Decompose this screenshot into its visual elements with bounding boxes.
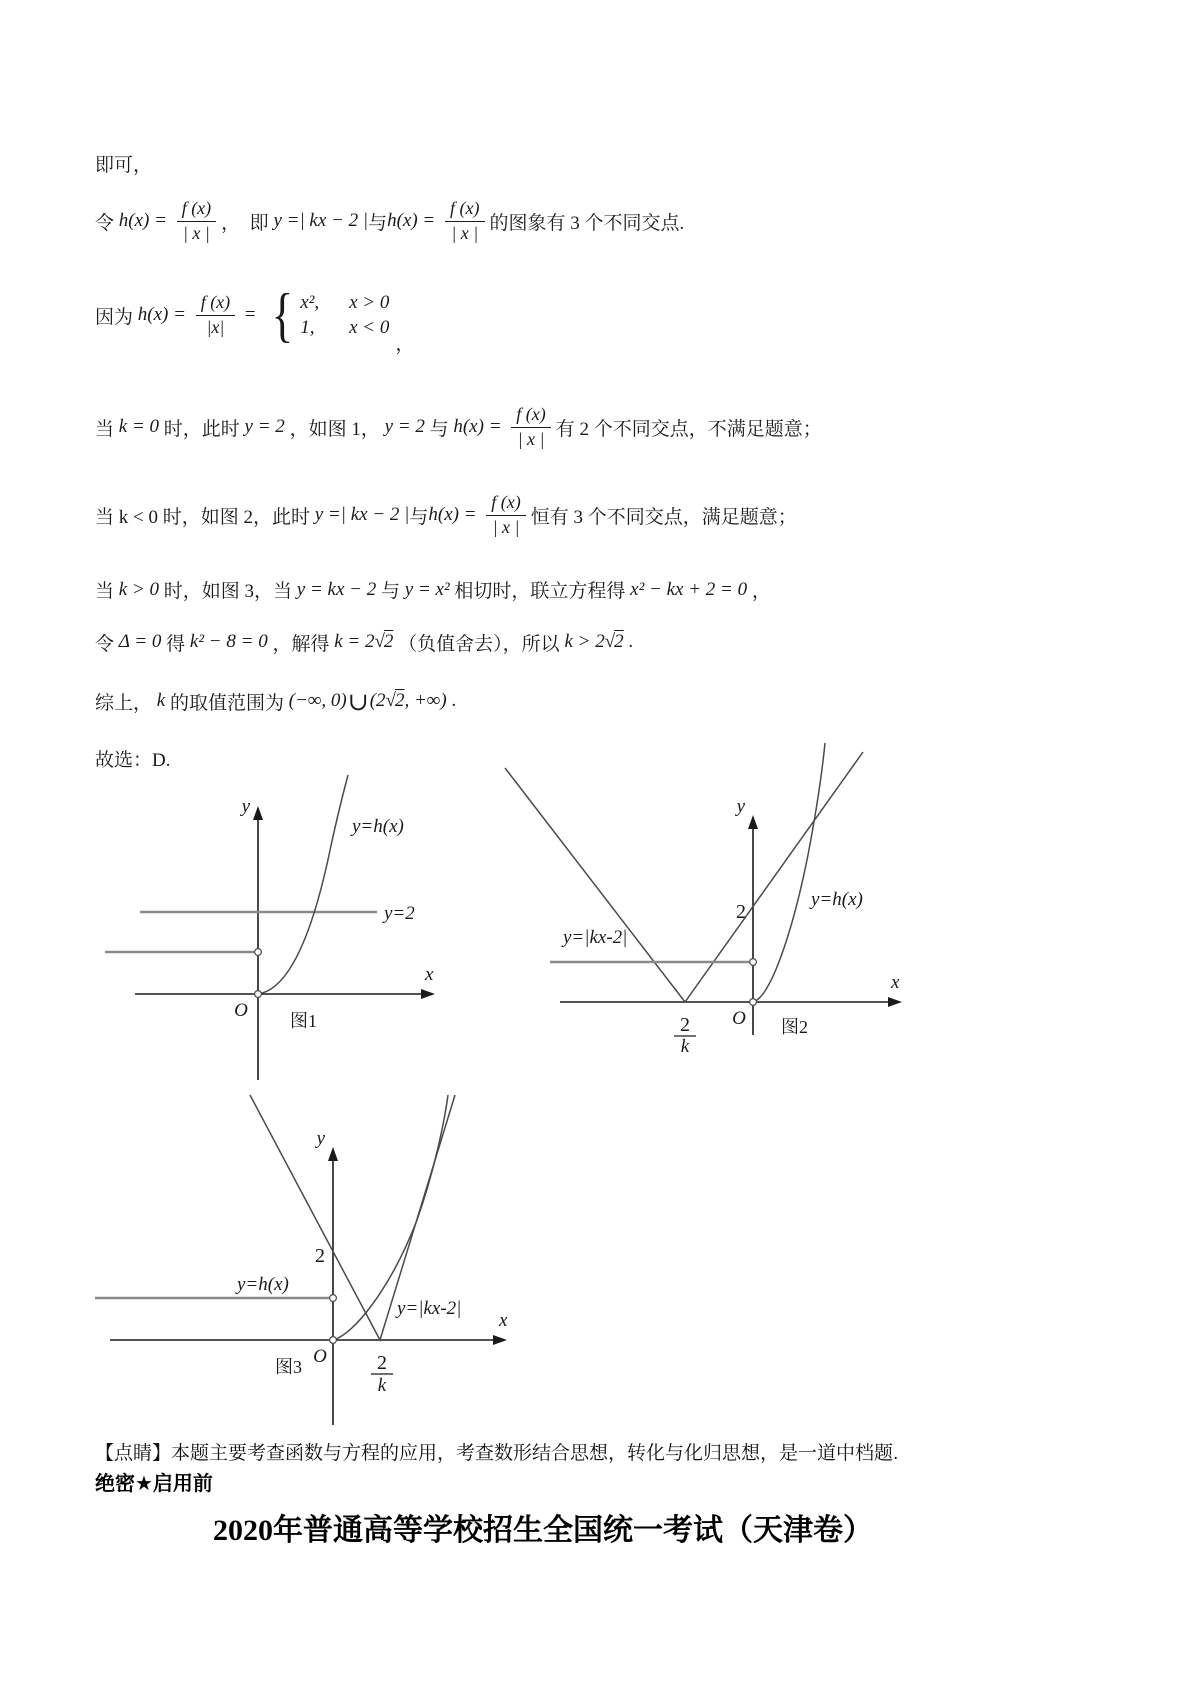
text-fragment: 得 <box>161 633 190 655</box>
math-fragment: h(x) = <box>453 416 507 437</box>
equals-sign: = <box>240 304 261 325</box>
math-fragment: y = 2 <box>244 416 285 437</box>
math-fragment: k = 2 <box>334 631 375 652</box>
case-value: 1, <box>300 316 315 338</box>
fig3-origin-label: O <box>313 1346 327 1367</box>
solution-line-9 <box>95 745 170 772</box>
fig1-y-axis-label: y <box>241 796 250 817</box>
fig3-hline-label: y=h(x) <box>237 1274 289 1295</box>
solution-line-5 <box>95 486 797 544</box>
solution-line-2 <box>95 192 684 250</box>
exam-title: 2020年普通高等学校招生全国统一考试（天津卷） <box>213 1514 873 1547</box>
fig1-curve-label: y=h(x) <box>352 816 404 837</box>
fig2-vee-curve <box>505 752 863 1002</box>
figure-2-plot <box>505 740 905 1055</box>
solution-line-3 <box>95 274 414 356</box>
fig3-y-tick-2: 2 <box>315 1245 325 1267</box>
sqrt-sign: √ <box>385 690 396 711</box>
text-fragment: 相切时，联立方程得 <box>449 581 631 602</box>
fraction-denominator: | x | <box>182 222 210 243</box>
text-fragment: 即可， <box>95 155 153 176</box>
fig3-vee-label: y=|kx-2| <box>397 1298 462 1319</box>
fraction <box>445 198 484 244</box>
text-fragment: 当 <box>95 581 119 602</box>
math-fragment: y =| kx − 2 | <box>273 210 369 231</box>
math-fragment: h(x) = <box>137 304 191 325</box>
text-fragment: 当 k < 0 时，如图 2，此时 <box>95 506 315 528</box>
text-fragment: 当 <box>95 418 119 440</box>
fig2-origin-label: O <box>732 1008 746 1029</box>
solution-line-7 <box>95 625 633 659</box>
text-fragment: 令 <box>95 212 119 234</box>
fig2-parabola-curve <box>753 743 825 1002</box>
case-condition: x > 0 <box>349 291 390 313</box>
sqrt-radicand: 2 <box>383 631 394 652</box>
security-classification: 绝密★启用前 <box>95 1473 213 1495</box>
text-fragment: 综上， <box>95 692 157 714</box>
summary-note: 【点睛】本题主要考查函数与方程的应用，考查数形结合思想，转化与化归思想，是一道中档题. <box>95 1443 899 1464</box>
math-fragment: h(x) = <box>118 210 172 231</box>
fraction-denominator: | x | <box>492 516 520 537</box>
text-fragment: 时，如图 3，当 <box>159 581 297 602</box>
fig3-origin-open-point <box>330 1337 337 1344</box>
math-fragment: (2 <box>369 690 386 711</box>
math-fragment: k² − 8 = 0 <box>189 631 268 652</box>
text-fragment: 令 <box>95 633 119 655</box>
figure-1-plot <box>100 770 440 1090</box>
text-fragment: ，如图 1， <box>284 418 385 440</box>
fig1-parabola-curve <box>258 775 348 994</box>
fraction-numerator: f (x) <box>445 198 484 222</box>
fraction-denominator: |x| <box>206 316 225 337</box>
fig3-caption: 图3 <box>275 1357 302 1377</box>
fig3-x-tick-numerator: 2 <box>377 1352 387 1374</box>
text-fragment: ， <box>747 581 771 602</box>
fig2-x-tick-denominator: k <box>680 1036 690 1057</box>
text-fragment: 时，此时 <box>159 418 245 440</box>
text-fragment: 因为 <box>95 306 138 328</box>
fig2-curve-label: y=h(x) <box>811 889 863 910</box>
fraction-numerator: f (x) <box>196 292 235 316</box>
fig2-y-tick-2: 2 <box>736 901 746 923</box>
text-fragment: 与 <box>409 506 429 528</box>
piecewise-brace: { <box>271 282 294 348</box>
fraction-denominator: | x | <box>451 222 479 243</box>
answer-text: 故选：D. <box>95 750 171 771</box>
text-fragment: . <box>623 631 634 652</box>
fig2-y-axis-label: y <box>736 796 745 817</box>
fig1-caption: 图1 <box>290 1011 317 1031</box>
case-condition: x < 0 <box>349 316 390 338</box>
text-fragment: ， 即 <box>221 212 274 234</box>
fig3-x-axis-label: x <box>499 1310 508 1331</box>
fraction-numerator: f (x) <box>511 404 550 428</box>
fraction <box>511 404 550 450</box>
text-fragment: （负值舍去），所以 <box>393 633 565 655</box>
math-fragment: y =| kx − 2 | <box>314 504 410 525</box>
fig1-x-axis-arrow <box>421 989 435 999</box>
solution-line-6 <box>95 576 771 603</box>
case-value: x², <box>300 291 320 313</box>
math-fragment: h(x) = <box>428 504 482 525</box>
fraction-numerator: f (x) <box>486 492 525 516</box>
math-fragment: (−∞, 0) <box>288 690 347 711</box>
text-fragment: 恒有 3 个不同交点，满足题意； <box>530 506 797 528</box>
fraction-numerator: f (x) <box>177 198 216 222</box>
text-fragment: ， <box>395 334 415 355</box>
union-symbol: ∪ <box>347 689 369 716</box>
fig2-vee-label: y=|kx-2| <box>563 927 628 948</box>
fig1-x-axis-label: x <box>425 964 434 985</box>
fraction <box>196 292 235 338</box>
math-fragment: x² − kx + 2 = 0 <box>630 578 748 600</box>
sqrt-sign: √ <box>604 631 616 652</box>
fig3-y-axis-label: y <box>316 1128 325 1149</box>
fig1-y-axis-arrow <box>253 806 263 820</box>
text-fragment: 的图象有 3 个不同交点. <box>489 212 685 234</box>
fig1-origin-label: O <box>234 1000 248 1021</box>
fig2-x-tick-numerator: 2 <box>680 1014 690 1036</box>
text-fragment: ，解得 <box>267 633 335 655</box>
sqrt-radicand: 2 <box>614 631 624 652</box>
sqrt-radicand: 2 <box>394 690 405 711</box>
fraction-denominator: | x | <box>517 428 545 449</box>
fig3-x-tick-denominator: k <box>377 1375 387 1396</box>
math-fragment: k > 2 <box>564 631 605 652</box>
math-fragment: k <box>156 690 166 711</box>
solution-line-4 <box>95 398 822 456</box>
math-fragment: k = 0 <box>118 416 160 437</box>
fig2-y-axis-arrow <box>748 815 758 829</box>
text-fragment: 有 2 个不同交点，不满足题意； <box>555 418 822 440</box>
text-fragment: 的取值范围为 <box>165 692 289 714</box>
text-fragment: . <box>446 690 457 711</box>
solution-line-1 <box>95 150 152 177</box>
math-fragment: y = x² <box>404 578 450 600</box>
math-fragment: y = kx − 2 <box>296 578 377 600</box>
fig3-y-axis-arrow <box>328 1147 338 1161</box>
fig2-x-axis-arrow <box>888 997 902 1007</box>
math-fragment: , +∞) <box>404 690 447 711</box>
fig1-open-point <box>255 949 262 956</box>
fraction <box>177 198 216 244</box>
figure-3-plot <box>95 1090 515 1430</box>
math-fragment: Δ = 0 <box>118 631 162 652</box>
fig2-open-point <box>750 959 757 966</box>
fig1-hline-label: y=2 <box>384 903 415 924</box>
fraction <box>486 492 525 538</box>
math-fragment: h(x) = <box>387 210 441 231</box>
fig3-open-point <box>330 1295 337 1302</box>
text-fragment: 与 <box>368 212 388 234</box>
fig2-caption: 图2 <box>781 1017 808 1037</box>
fig1-origin-open-point <box>255 991 262 998</box>
solution-line-8 <box>95 684 456 718</box>
text-fragment: 与 <box>424 418 454 440</box>
fig3-x-axis-arrow <box>493 1335 507 1345</box>
math-fragment: k > 0 <box>118 578 160 600</box>
fig2-x-axis-label: x <box>891 972 900 993</box>
text-fragment: 与 <box>376 581 405 602</box>
sqrt-sign: √ <box>374 631 385 652</box>
math-fragment: y = 2 <box>384 416 425 437</box>
fig2-origin-open-point <box>750 999 757 1006</box>
piecewise-cases <box>300 292 389 339</box>
